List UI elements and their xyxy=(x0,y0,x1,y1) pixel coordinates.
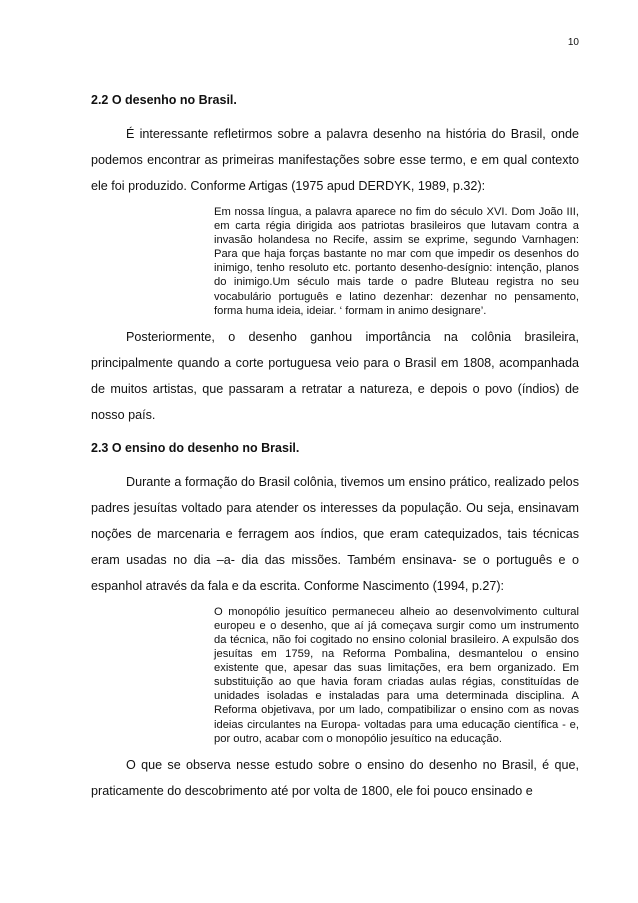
paragraph-posteriormente: Posteriormente, o desenho ganhou importância na colônia brasileira, principalmente quando a corte portuguesa veio para o Brasil em 1808, acompanhada de muitos artistas, que passaram a retratar a natureza, e depois o povo (índios) de nosso país. xyxy=(91,329,579,422)
section-heading-2-3: 2.3 O ensino do desenho no Brasil. xyxy=(91,440,300,455)
paragraph-observa: O que se observa nesse estudo sobre o ensino do desenho no Brasil, é que, praticamente do descobrimento até por volta de 1800, ele foi pouco ensinado e xyxy=(91,757,579,798)
paragraph-brasil-colonia: Durante a formação do Brasil colônia, tivemos um ensino prático, realizado pelos padres jesuítas voltado para atender os interesses da população. Ou seja, ensinavam noções de marcenaria e ferragem aos índios, que eram catequizados, tais técnicas eram usadas no dia –a- dia das missões. Também ensinava- se o português e o espanhol através da fala e da escrita. Conforme Nascimento (1994, p.27): xyxy=(91,474,579,593)
section-heading-2-2: 2.2 O desenho no Brasil. xyxy=(91,93,237,107)
document-body xyxy=(91,87,579,804)
paragraph-artigas-intro: É interessante refletirmos sobre a palavra desenho na história do Brasil, onde podemos encontrar as primeiras manifestações sobre esse termo, e em qual contexto ele foi produzido. Conforme Artigas (1975 apud DERDYK, 1989, p.32): xyxy=(91,127,579,193)
block-quote-nascimento: O monopólio jesuítico permaneceu alheio ao desenvolvimento cultural europeu e o desenho, que aí já começava surgir como um instrumento da técnica, não foi cogitado no ensino colonial brasileiro. A expulsão dos jesuítas em 1759, na Reforma Pombalina, desmantelou o ensino existente que, apesar das suas limitações, era bem organizado. Em substituição ao que havia foram criadas aulas régias, constituídas de unidades isoladas e instaladas para uma determinada disciplina. A Reforma objetivava, por um lado, compatibilizar o ensino com as novas ideias circulantes na Europa- voltadas para uma educação científica - e, por outro, acabar com o monopólio jesuítico na educação. xyxy=(214,605,579,745)
page-number: 10 xyxy=(567,37,579,48)
block-quote-artigas: Em nossa língua, a palavra aparece no fim do século XVI. Dom João III, em carta régia dirigida aos patriotas brasileiros que lutavam contra a invasão holandesa no Recife, assim se exprime, segundo Varnhagen: Para que haja forças bastante no mar com que impedir os desenhos do inimigo, tenho resoluto etc. portanto desenho-desígnio: intenção, planos do inimigo.Um século mais tarde o padre Bluteau registra no seu vocabulário português e latino dezenhar: dezenhar no pensamento, forma huma ideia, ideiar. ‘ formam in animo designare’. xyxy=(214,206,579,317)
